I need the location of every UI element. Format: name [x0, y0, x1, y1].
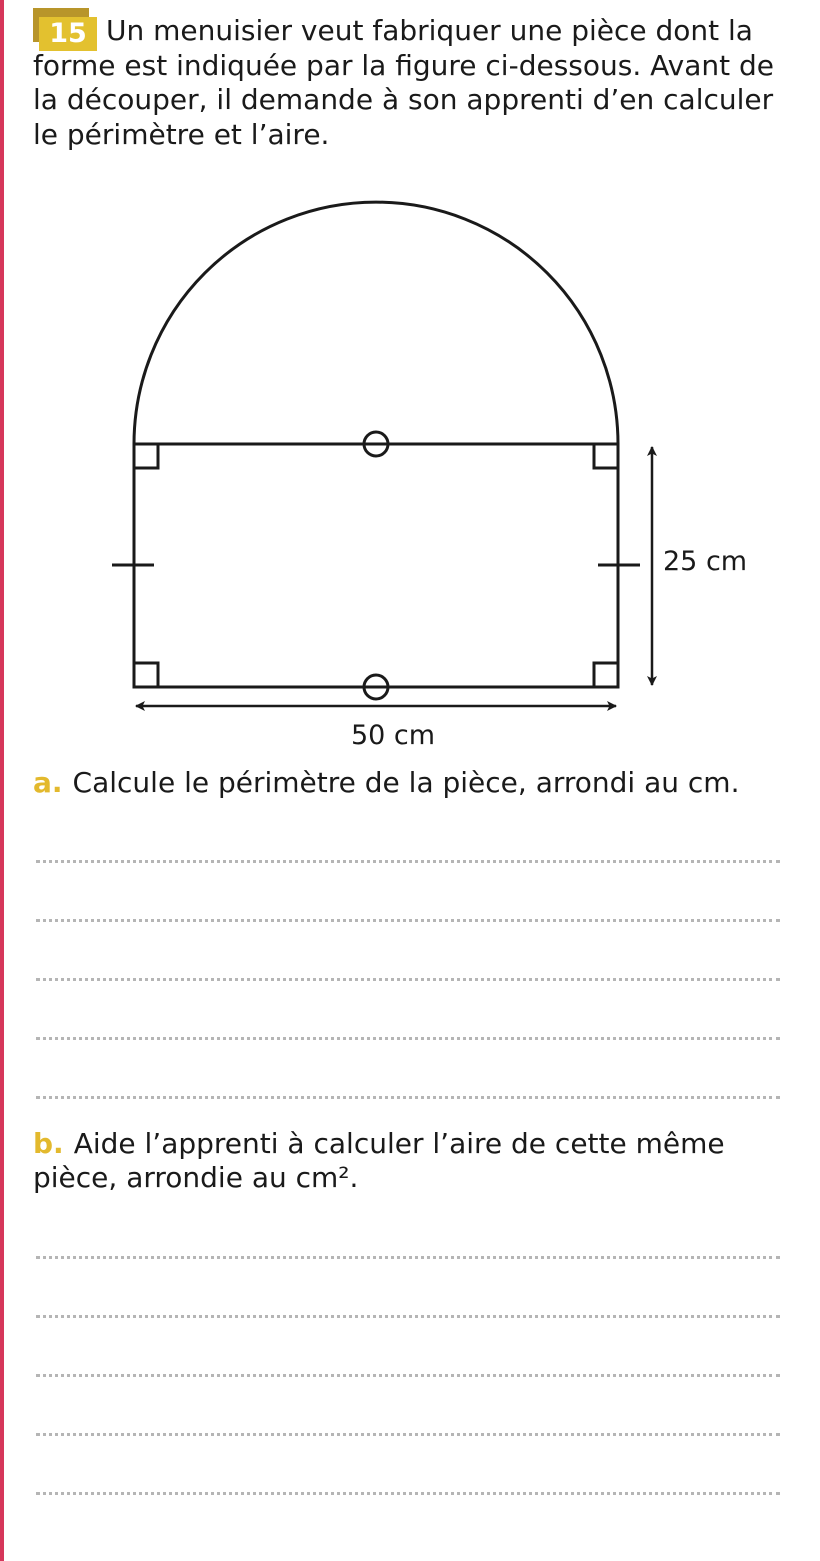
- question-b: [33, 1127, 793, 1195]
- question-a-letter: a.: [33, 766, 63, 799]
- answer-line-a-4[interactable]: [36, 1037, 780, 1040]
- right-angle-mark-top-right: [594, 444, 618, 468]
- semicircle-arc: [134, 202, 618, 444]
- width-label: 50 cm: [350, 720, 436, 751]
- answer-line-b-5[interactable]: [36, 1492, 780, 1495]
- answer-line-a-3[interactable]: [36, 978, 780, 981]
- answer-line-a-2[interactable]: [36, 919, 780, 922]
- shape-figure: [0, 190, 820, 755]
- question-a-text: Calcule le périmètre de la pièce, arrondi au cm.: [72, 766, 740, 799]
- question-a: [33, 766, 793, 800]
- right-angle-mark-top-left: [134, 444, 158, 468]
- height-label: 25 cm: [663, 546, 748, 577]
- answer-line-b-1[interactable]: [36, 1256, 780, 1259]
- answer-line-b-2[interactable]: [36, 1315, 780, 1318]
- answer-line-a-5[interactable]: [36, 1096, 780, 1099]
- right-angle-mark-bottom-left: [134, 663, 158, 687]
- exercise-statement-text: Un menuisier veut fabriquer une pièce dont la forme est indiquée par la figure ci-dessous. Avant de la découper, il demande à son apprenti d’en calculer le périmètre et l’aire.: [33, 14, 775, 151]
- exercise-number: 15: [39, 17, 97, 51]
- answer-line-a-1[interactable]: [36, 860, 780, 863]
- answer-line-b-3[interactable]: [36, 1374, 780, 1377]
- right-angle-mark-bottom-right: [594, 663, 618, 687]
- exercise-statement: [33, 14, 803, 152]
- rectangle-outline: [134, 444, 618, 687]
- question-b-letter: b.: [33, 1127, 64, 1160]
- answer-line-b-4[interactable]: [36, 1433, 780, 1436]
- question-b-text: Aide l’apprenti à calculer l’aire de cette même pièce, arrondie au cm².: [33, 1127, 725, 1194]
